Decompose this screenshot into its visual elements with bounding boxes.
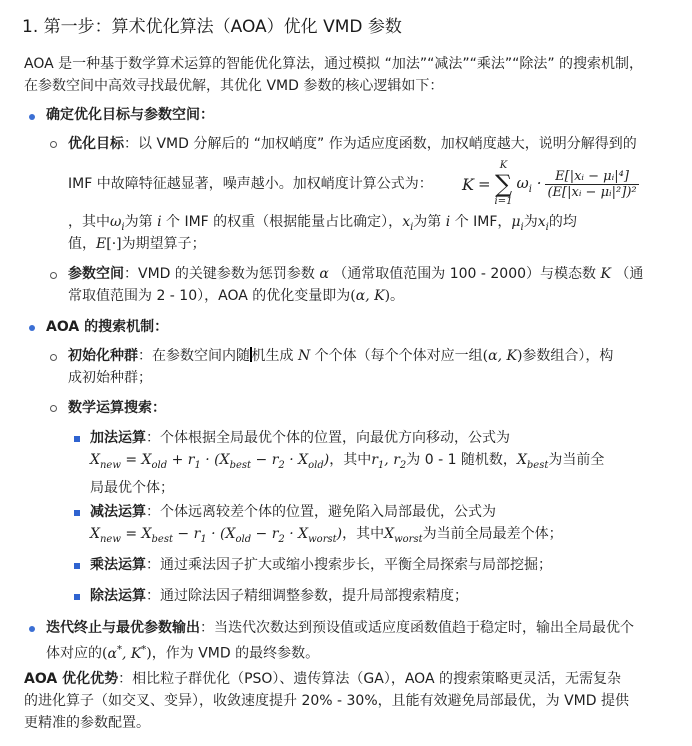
init-item: 初始化种群：在参数空间内随 机生成 N 个个体（每个个体对应一组(α, K)参数组合），构 成初始种群； [68, 348, 614, 386]
bullet-ring-icon [50, 405, 57, 412]
space-item: 参数空间：VMD 的关键参数为惩罚参数 α （通常取值范围为 100 - 2000）与模态数 K （通 常取值范围为 2 - 10），AOA 的优化变量即为(α, K)。 [68, 266, 644, 304]
bullet-dot-icon [29, 325, 35, 331]
bullet-dot-icon [29, 114, 35, 120]
goal-line-3-row: ，其中$\omega_i$为第 i 个 IMF 的权重（根据能量占比确定），$x_i$为第 i 个 IMF，$\mu_i$为$x_i$的均 [68, 214, 577, 233]
intro-line-2: 在参数空间中高效寻找最优解，其优化 VMD 参数的核心逻辑如下： [24, 78, 444, 94]
formula-fraction: $\frac{\text{E[|xᵢ − μᵢ|⁴]}}{\text{(E[|xᵢ − μᵢ|²])²}}$ [547, 168, 637, 200]
bullet-dot-icon [29, 626, 35, 632]
goal-line-1: ：以 VMD 分解后的 “加权峭度” 作为适应度函数，加权峭度越大，说明分解得到的 [124, 136, 637, 152]
section-3: 迭代终止与最优参数输出：当迭代次数达到预设值或适应度函数值趋于稳定时，输出全局最优个 体对应的(α*, K*)，作为 VMD 的最终参数。 [46, 620, 634, 662]
advantage-paragraph: AOA 优化优势：相比粒子群优化（PSO）、遗传算法（GA），AOA 的搜索策略更灵活，无需复杂 的进化算子（如交叉、变异），收敛速度提升 20% - 30%，且能有效避免局部最优，为 VMD 提供 更精准的参数配置。 [24, 671, 629, 731]
goal-line-4-row: 值，E[·]为期望算子； [68, 236, 206, 252]
section-2-title: AOA 的搜索机制： [46, 319, 169, 335]
sum-symbol: K ∑ i=1 [494, 160, 513, 207]
section-1-title: 确定优化目标与参数空间： [46, 107, 214, 123]
goal-label: 优化目标 [68, 136, 124, 152]
kurtosis-formula: K = K ∑ i=1 $\omega_i$ · $\frac{\text{E[|xᵢ − μᵢ|⁴]}}{\text{(E[|xᵢ − μᵢ|²])²}}$ [462, 160, 637, 207]
bullet-square-icon [74, 594, 80, 600]
math-search-title: 数学运算搜索： [68, 400, 166, 416]
bullet-ring-icon [50, 141, 57, 148]
sub-item: 减法运算：个体远离较差个体的位置，避免陷入局部最优，公式为 $X_{new} = X_{best} - r_1 \cdot (X_{old} - r_2 \cdot X_{worst})$，其中$X_{worst}$为当前全局最差个体； [90, 504, 563, 545]
bullet-ring-icon [50, 272, 57, 279]
formula-lhs: K [462, 174, 474, 194]
bullet-square-icon [74, 563, 80, 569]
add-item: 加法运算：个体根据全局最优个体的位置，向最优方向移动，公式为 $X_{new} = X_{old} + r_1 \cdot (X_{best} - r_2 \cdot X_{old})$，其中$r_1$, $r_2$为 0 - 1 随机数，$X_{best}$为当前全 局最优个体； [90, 430, 605, 496]
bullet-square-icon [74, 510, 80, 516]
goal-item [68, 133, 680, 155]
section-heading: 1. 第一步：算术优化算法（AOA）优化 VMD 参数 [22, 17, 402, 37]
mul-item: 乘法运算：通过乘法因子扩大或缩小搜索步长，平衡全局探索与局部挖掘； [90, 557, 552, 573]
intro-line-1: AOA 是一种基于数学算术运算的智能优化算法，通过模拟 “加法”“减法”“乘法”“除法” 的搜索机制， [24, 56, 644, 72]
div-item: 除法运算：通过除法因子精细调整参数，提升局部搜索精度； [90, 588, 468, 604]
intro-paragraph [24, 53, 678, 97]
bullet-square-icon [74, 436, 80, 442]
bullet-ring-icon [50, 354, 57, 361]
goal-line-2: IMF 中故障特征越显著，噪声越小。加权峭度计算公式为： [68, 176, 433, 192]
